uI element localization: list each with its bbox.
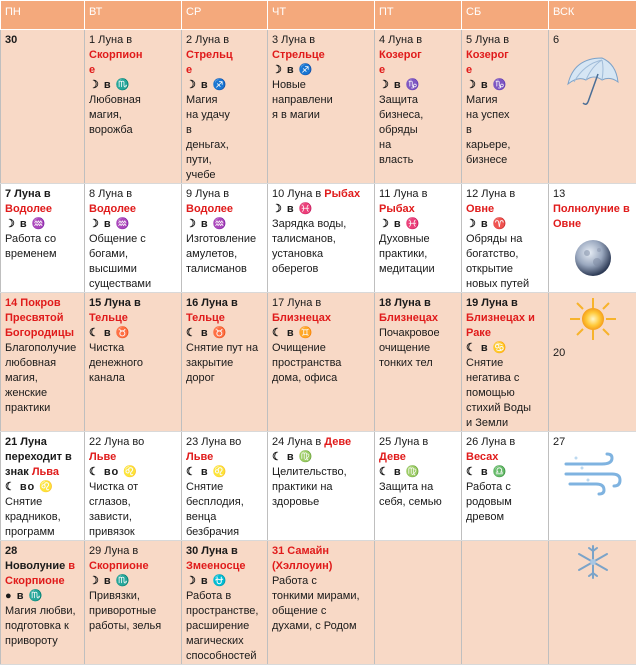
- day-cell: [462, 184, 549, 293]
- zodiac-sign: Льве: [186, 450, 263, 465]
- moon-symbol: ☽ в ♓: [379, 217, 457, 232]
- practice-text: расширение: [186, 619, 263, 634]
- zodiac-sign: Козерог: [379, 48, 457, 63]
- moon-symbol: ☽ в ♑: [379, 78, 457, 93]
- practice-text: приворотные: [89, 604, 177, 619]
- event-title: 14 Покров: [5, 296, 80, 311]
- day-cell: [462, 30, 549, 184]
- practice-text: практики на: [272, 480, 370, 495]
- zodiac-sign: Скорпионе: [5, 574, 80, 589]
- practice-text: практики,: [379, 247, 457, 262]
- day-cell: [375, 184, 462, 293]
- practice-text: Защита на: [379, 480, 457, 495]
- practice-text: власть: [379, 153, 457, 168]
- day-number: 27: [553, 435, 632, 450]
- event-title: 31 Самайн: [272, 544, 370, 559]
- practice-text: работы, зелья: [89, 619, 177, 634]
- zodiac-sign-cont: е: [379, 63, 457, 78]
- umbrella-icon: [564, 54, 622, 108]
- practice-text: Зарядка воды,: [272, 217, 370, 232]
- day-cell: [182, 184, 268, 293]
- event-title-text: Новолуние: [5, 560, 65, 572]
- practice-text: Магия любви,: [5, 604, 80, 619]
- moon-line: 19 Луна в: [466, 296, 544, 311]
- event-title-cont: переходит в: [5, 450, 80, 465]
- moon-symbol: ☾ в ♍: [379, 465, 457, 480]
- practice-text: помощью: [466, 386, 544, 401]
- zodiac-sign-cont: е: [466, 63, 544, 78]
- sun-icon: [568, 296, 618, 342]
- day-number: 6: [553, 33, 632, 48]
- moon-line-text: 24 Луна в: [272, 436, 321, 448]
- moon-symbol: ☽ в ♓: [272, 202, 370, 217]
- zodiac-sign: Скорпионе: [89, 559, 177, 574]
- header-fri: ПТ: [375, 1, 462, 30]
- practice-text: оберегов: [272, 262, 370, 277]
- moon-line: [272, 187, 370, 202]
- moon-symbol: ☾ во ♌: [89, 465, 177, 480]
- practice-text: и Земли: [466, 416, 544, 431]
- practice-text: карьере,: [466, 138, 544, 153]
- practice-text: Почакровое: [379, 326, 457, 341]
- event-title: 21 Луна: [5, 435, 80, 450]
- practice-text: на успех: [466, 108, 544, 123]
- header-mon: ПН: [1, 1, 85, 30]
- moon-line: 17 Луна в: [272, 296, 370, 311]
- practice-text: Очищение: [272, 341, 370, 356]
- day-cell: [549, 30, 636, 184]
- week-row: [1, 432, 636, 541]
- moon-line: 12 Луна в: [466, 187, 544, 202]
- zodiac-sign: Тельце: [89, 311, 177, 326]
- moon-line: 8 Луна в: [89, 187, 177, 202]
- moon-line: 1 Луна в: [89, 33, 177, 48]
- zodiac-sign: Близнецах и: [466, 311, 544, 326]
- moon-symbol: ☽ в ♒: [186, 217, 263, 232]
- day-cell: [85, 432, 182, 541]
- week-row: [1, 30, 636, 184]
- practice-text: магия,: [89, 108, 177, 123]
- day-cell: [182, 432, 268, 541]
- header-tue: ВТ: [85, 1, 182, 30]
- day-cell: [375, 432, 462, 541]
- practice-text: временем: [5, 247, 80, 262]
- practice-text: духами, с Родом: [272, 619, 370, 634]
- day-cell: [268, 541, 375, 665]
- practice-text: талисманов: [186, 262, 263, 277]
- moon-symbol: ☾ в ♎: [466, 465, 544, 480]
- day-cell: [268, 293, 375, 432]
- moon-line: 30 Луна в: [186, 544, 263, 559]
- day-cell: [182, 30, 268, 184]
- moon-line: 26 Луна в: [466, 435, 544, 450]
- moon-line: 3 Луна в: [272, 33, 370, 48]
- header-thu: ЧТ: [268, 1, 375, 30]
- practice-text: Снятие пут на: [186, 341, 263, 356]
- moon-symbol: ☾ в ♉: [89, 326, 177, 341]
- practice-text: высшими: [89, 262, 177, 277]
- practice-text: я в магии: [272, 108, 370, 123]
- practice-text: Общение с: [89, 232, 177, 247]
- practice-text: установка: [272, 247, 370, 262]
- event-title: 28: [5, 544, 80, 559]
- day-cell: [549, 293, 636, 432]
- event-title-cont: Пресвятой: [5, 311, 80, 326]
- zodiac-sign: Близнецах: [272, 311, 370, 326]
- practice-text: практики: [5, 401, 80, 416]
- day-cell: [1, 184, 85, 293]
- day-number: 20: [553, 346, 632, 361]
- event-title-red: в: [68, 560, 75, 572]
- event-title-text: знак: [5, 466, 29, 478]
- zodiac-sign: Змееносце: [186, 559, 263, 574]
- day-cell: [268, 432, 375, 541]
- zodiac-sign: Скорпион: [89, 48, 177, 63]
- practice-text: зависти,: [89, 510, 177, 525]
- practice-text: Целительство,: [272, 465, 370, 480]
- zodiac-sign: Близнецах: [379, 311, 457, 326]
- day-cell: [182, 541, 268, 665]
- header-row: [1, 1, 636, 30]
- practice-text: медитации: [379, 262, 457, 277]
- practice-text: Духовные: [379, 232, 457, 247]
- day-cell: [85, 30, 182, 184]
- practice-text: Работа с: [272, 574, 370, 589]
- practice-text: Чистка: [89, 341, 177, 356]
- practice-text: негатива с: [466, 371, 544, 386]
- zodiac-sign-cont: е: [186, 63, 263, 78]
- moon-symbol: ☾ в ♉: [186, 326, 263, 341]
- practice-text: Чистка от: [89, 480, 177, 495]
- moon-symbol: ☾ в ♊: [272, 326, 370, 341]
- moon-line: 2 Луна в: [186, 33, 263, 48]
- practice-text: ворожба: [89, 123, 177, 138]
- moon-symbol: ☽ в ♐: [186, 78, 263, 93]
- moon-symbol: ☽ в ♒: [89, 217, 177, 232]
- day-cell: [1, 432, 85, 541]
- zodiac-sign: Овне: [466, 202, 544, 217]
- moon-line: 16 Луна в: [186, 296, 263, 311]
- moon-symbol: ☽ в ⛎: [186, 574, 263, 589]
- header-sun: ВСК: [549, 1, 636, 30]
- practice-text: родовым: [466, 495, 544, 510]
- event-title-cont: Овне: [553, 217, 632, 232]
- zodiac-sign: Водолее: [5, 202, 80, 217]
- zodiac-sign: Стрельц: [186, 48, 263, 63]
- practice-text: пути,: [186, 153, 263, 168]
- moon-line: 22 Луна во: [89, 435, 177, 450]
- practice-text: Работа с: [466, 480, 544, 495]
- event-title-cont: [5, 559, 80, 574]
- moon-line: 25 Луна в: [379, 435, 457, 450]
- moon-line: [272, 435, 370, 450]
- moon-line: 23 Луна во: [186, 435, 263, 450]
- practice-text: Привязки,: [89, 589, 177, 604]
- header-sat: СБ: [462, 1, 549, 30]
- moon-symbol: ☾ в ♋: [466, 341, 544, 356]
- zodiac-sign: Льве: [89, 450, 177, 465]
- practice-text: амулетов,: [186, 247, 263, 262]
- practice-text: учебе: [186, 168, 263, 183]
- zodiac-sign: Деве: [324, 436, 351, 448]
- zodiac-sign: Стрельце: [272, 48, 370, 63]
- practice-text: на удачу: [186, 108, 263, 123]
- zodiac-sign: Водолее: [89, 202, 177, 217]
- moon-line: 29 Луна в: [89, 544, 177, 559]
- practice-text: новых путей: [466, 277, 544, 292]
- full-moon-icon: [573, 238, 613, 278]
- moon-symbol: ☾ в ♍: [272, 450, 370, 465]
- practice-text: на: [379, 138, 457, 153]
- practice-text: магических: [186, 634, 263, 649]
- zodiac-sign: Весах: [466, 450, 544, 465]
- moon-line: 18 Луна в: [379, 296, 457, 311]
- practice-text: Обряды на: [466, 232, 544, 247]
- practice-text: женские: [5, 386, 80, 401]
- practice-text: очищение: [379, 341, 457, 356]
- practice-text: тонкими мирами,: [272, 589, 370, 604]
- day-cell: [268, 30, 375, 184]
- practice-text: привороту: [5, 634, 80, 649]
- practice-text: дорог: [186, 371, 263, 386]
- practice-text: бизнесе: [466, 153, 544, 168]
- day-cell: [85, 184, 182, 293]
- moon-symbol: ☾ в ♌: [186, 465, 263, 480]
- practice-text: магия,: [5, 371, 80, 386]
- practice-text: Работа со: [5, 232, 80, 247]
- zodiac-sign: Тельце: [186, 311, 263, 326]
- moon-symbol: ☽ в ♐: [272, 63, 370, 78]
- practice-text: безбрачия: [186, 525, 263, 540]
- week-row: [1, 184, 636, 293]
- zodiac-sign: Водолее: [186, 202, 263, 217]
- practice-text: программ: [5, 525, 80, 540]
- practice-text: Изготовление: [186, 232, 263, 247]
- week-row: [1, 293, 636, 432]
- practice-text: в: [186, 123, 263, 138]
- practice-text: здоровье: [272, 495, 370, 510]
- moon-symbol: ☾ во ♌: [5, 480, 80, 495]
- day-cell: [85, 541, 182, 665]
- zodiac-sign: Рыбах: [379, 202, 457, 217]
- header-wed: СР: [182, 1, 268, 30]
- event-title-cont: Богородицы: [5, 326, 80, 341]
- practice-text: подготовка к: [5, 619, 80, 634]
- day-cell: [182, 293, 268, 432]
- moon-line: 9 Луна в: [186, 187, 263, 202]
- day-cell: [549, 432, 636, 541]
- day-cell: [462, 541, 549, 665]
- day-number: 30: [5, 33, 80, 48]
- day-cell: [375, 30, 462, 184]
- zodiac-sign-cont: е: [89, 63, 177, 78]
- practice-text: богами,: [89, 247, 177, 262]
- moon-line: 7 Луна в: [5, 187, 80, 202]
- day-cell: [375, 293, 462, 432]
- moon-line: 5 Луна в: [466, 33, 544, 48]
- day-cell: [85, 293, 182, 432]
- practice-text: пространстве,: [186, 604, 263, 619]
- practice-text: направлени: [272, 93, 370, 108]
- practice-text: себя, семью: [379, 495, 457, 510]
- practice-text: Работа в: [186, 589, 263, 604]
- practice-text: бесплодия,: [186, 495, 263, 510]
- day-cell: [549, 184, 636, 293]
- practice-text: Защита: [379, 93, 457, 108]
- day-cell: [549, 541, 636, 665]
- day-cell: [462, 293, 549, 432]
- zodiac-sign: Рыбах: [324, 188, 360, 200]
- practice-text: Любовная: [89, 93, 177, 108]
- practice-text: привязок: [89, 525, 177, 540]
- zodiac-sign: Деве: [379, 450, 457, 465]
- practice-text: Снятие: [186, 480, 263, 495]
- day-cell: [1, 293, 85, 432]
- moon-symbol: ☽ в ♏: [89, 78, 177, 93]
- moon-symbol: ☽ в ♑: [466, 78, 544, 93]
- moon-symbol: ☽ в ♈: [466, 217, 544, 232]
- practice-text: сглазов,: [89, 495, 177, 510]
- practice-text: обряды: [379, 123, 457, 138]
- practice-text: Магия: [466, 93, 544, 108]
- practice-text: в: [466, 123, 544, 138]
- practice-text: Магия: [186, 93, 263, 108]
- day-number: 13: [553, 187, 632, 202]
- practice-text: денежного: [89, 356, 177, 371]
- practice-text: древом: [466, 510, 544, 525]
- practice-text: стихий Воды: [466, 401, 544, 416]
- event-title-cont: [5, 465, 80, 480]
- zodiac-sign: Льва: [32, 466, 59, 478]
- day-cell: [375, 541, 462, 665]
- day-cell: [1, 541, 85, 665]
- event-title-cont: (Хэллоуин): [272, 559, 370, 574]
- practice-text: деньгах,: [186, 138, 263, 153]
- practice-text: Снятие: [466, 356, 544, 371]
- wind-icon: [562, 452, 624, 496]
- moon-symbol: ● в ♏: [5, 589, 80, 604]
- week-row: [1, 541, 636, 665]
- practice-text: открытие: [466, 262, 544, 277]
- practice-text: богатство,: [466, 247, 544, 262]
- day-cell: [462, 432, 549, 541]
- practice-text: бизнеса,: [379, 108, 457, 123]
- day-cell: [1, 30, 85, 184]
- zodiac-sign: Козерог: [466, 48, 544, 63]
- practice-text: Благополучие: [5, 341, 80, 356]
- moon-line: 15 Луна в: [89, 296, 177, 311]
- practice-text: общение с: [272, 604, 370, 619]
- practice-text: дома, офиса: [272, 371, 370, 386]
- moon-line: 11 Луна в: [379, 187, 457, 202]
- zodiac-sign-cont: Раке: [466, 326, 544, 341]
- event-title: Полнолуние в: [553, 202, 632, 217]
- practice-text: венца: [186, 510, 263, 525]
- practice-text: пространства: [272, 356, 370, 371]
- practice-text: способностей: [186, 649, 263, 664]
- snowflake-icon: [575, 544, 611, 580]
- practice-text: талисманов,: [272, 232, 370, 247]
- practice-text: Новые: [272, 78, 370, 93]
- practice-text: существами: [89, 277, 177, 292]
- day-cell: [268, 184, 375, 293]
- moon-symbol: ☽ в ♏: [89, 574, 177, 589]
- practice-text: крадников,: [5, 510, 80, 525]
- moon-symbol: ☽ в ♒: [5, 217, 80, 232]
- practice-text: тонких тел: [379, 356, 457, 371]
- moon-line: 4 Луна в: [379, 33, 457, 48]
- practice-text: закрытие: [186, 356, 263, 371]
- practice-text: любовная: [5, 356, 80, 371]
- practice-text: Снятие: [5, 495, 80, 510]
- moon-line-text: 10 Луна в: [272, 188, 321, 200]
- practice-text: канала: [89, 371, 177, 386]
